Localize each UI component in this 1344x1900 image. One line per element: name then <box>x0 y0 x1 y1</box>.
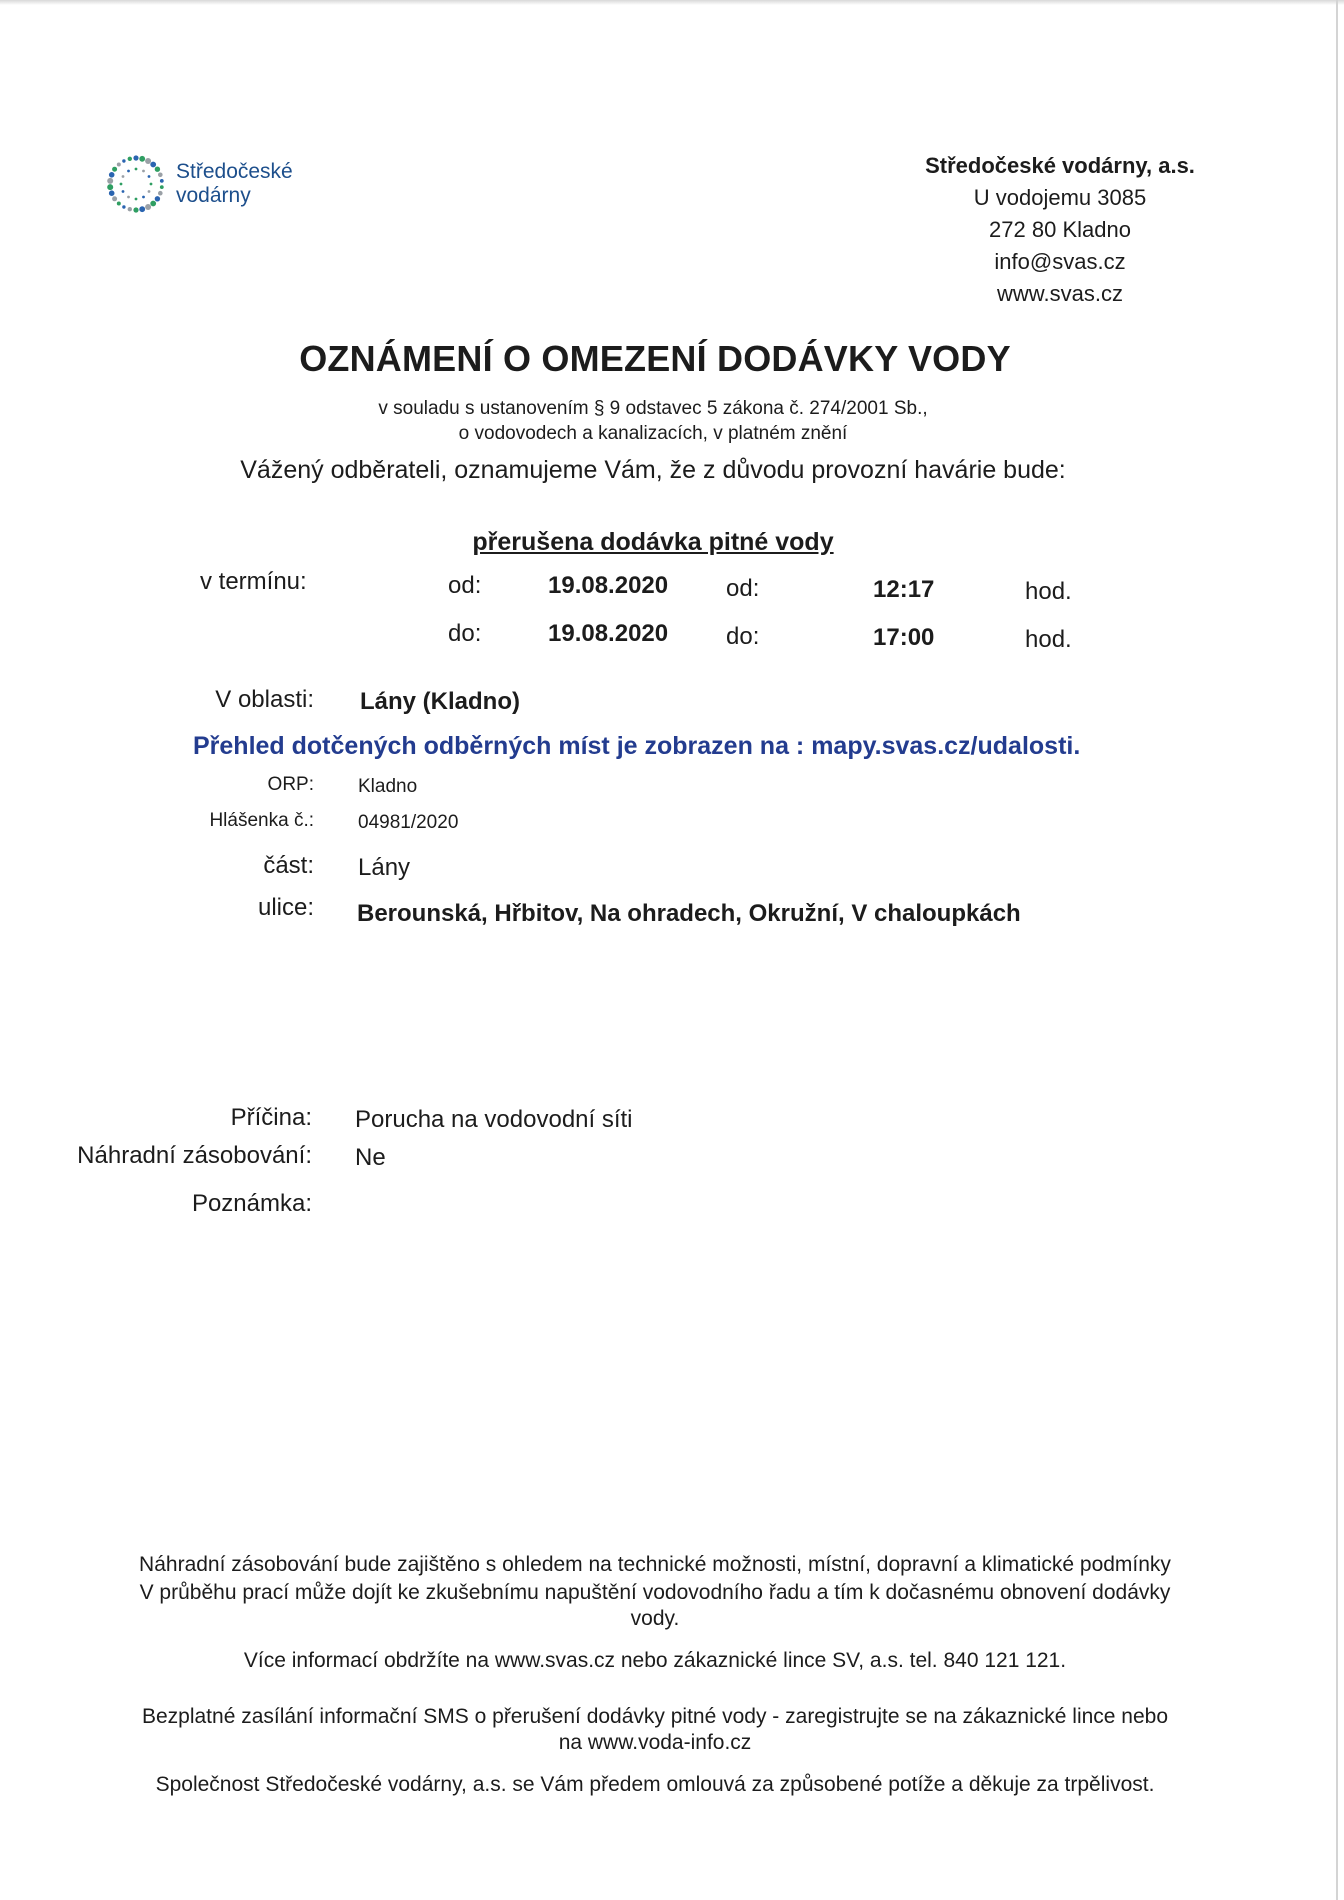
logo-line-2: vodárny <box>176 184 251 207</box>
logo-dot <box>112 196 117 201</box>
footer-sms <box>40 1704 1270 1756</box>
logo-dot <box>122 190 125 193</box>
replacement-label: Náhradní zásobování: <box>77 1142 312 1169</box>
logo-dot <box>109 172 115 178</box>
orp-label: ORP: <box>267 774 314 795</box>
footer-more-info: Více informací obdržíte na www.svas.cz nebo zákaznické lince SV, a.s. tel. 840 121 121. <box>243 1649 1067 1672</box>
logo-dot <box>160 185 164 189</box>
replacement-value: Ne <box>355 1144 386 1171</box>
greeting: Vážený odběrateli, oznamujeme Vám, že z důvodu provozní havárie bude: <box>240 456 1066 484</box>
orp-value: Kladno <box>358 776 418 797</box>
term-from-date: 19.08.2020 <box>548 572 669 599</box>
legal-line-1: v souladu s ustanovením § 9 odstavec 5 zákona č. 274/2001 Sb., <box>378 398 928 419</box>
logo-dot <box>127 196 130 199</box>
term-to-time: 17:00 <box>873 624 935 651</box>
logo-dot <box>120 183 123 186</box>
logo-dot <box>158 191 163 196</box>
company-email: info@svas.cz <box>994 249 1126 274</box>
term-label: v termínu: <box>200 568 307 595</box>
report-value: 04981/2020 <box>358 812 459 833</box>
term-from-time-label: od: <box>726 575 760 602</box>
scan-top-edge <box>0 0 1344 5</box>
logo-dot <box>107 178 113 184</box>
legal-basis <box>0 396 1306 446</box>
logo-dot <box>127 170 130 173</box>
notice-title: OZNÁMENÍ O OMEZENÍ DODÁVKY VODY <box>299 338 1011 379</box>
footer-test-filling-line-2: vody. <box>630 1607 680 1630</box>
logo-dot <box>142 196 145 199</box>
logo-dot <box>139 156 145 162</box>
logo-dot <box>160 179 164 183</box>
logo-dot <box>142 170 145 173</box>
logo-dot <box>109 190 115 196</box>
logo-dot <box>148 190 151 193</box>
logo-dot <box>139 206 145 212</box>
part-value: Lány <box>358 854 411 881</box>
cause-label: Příčina: <box>230 1104 312 1131</box>
logo-dot <box>133 155 138 160</box>
logo-dot <box>128 207 132 211</box>
logo-dot <box>155 167 160 172</box>
area-value: Lány (Kladno) <box>360 688 520 715</box>
logo-dot <box>122 175 125 178</box>
logo-dot <box>122 159 125 162</box>
logo-dot <box>150 183 153 186</box>
legal-line-2: o vodovodech a kanalizacích, v platném znění <box>458 423 848 444</box>
logo-line-1: Středočeské <box>176 160 293 183</box>
term-from-time: 12:17 <box>873 576 935 603</box>
term-unit-2: hod. <box>1025 626 1072 653</box>
term-to-time-label: do: <box>726 623 760 650</box>
streets-label: ulice: <box>257 894 314 921</box>
footer-sms-line-2: na www.voda-info.cz <box>558 1731 752 1754</box>
headline: přerušena dodávka pitné vody <box>472 528 834 556</box>
logo-dot <box>135 168 138 171</box>
term-to-date: 19.08.2020 <box>548 620 669 647</box>
term-from-label: od: <box>448 572 482 599</box>
streets-value: Berounská, Hřbitov, Na ohradech, Okružní, V chaloupkách <box>357 900 1021 927</box>
logo-wordmark <box>176 160 293 208</box>
note-label: Poznámka: <box>191 1190 312 1217</box>
scan-right-edge <box>1336 0 1338 1900</box>
logo-dot <box>145 204 151 210</box>
logo-dot <box>158 173 163 178</box>
overview-link-text: Přehled dotčených odběrných míst je zobrazen na : mapy.svas.cz/udalosti. <box>193 732 1081 760</box>
footer-sms-line-1: Bezplatné zasílání informační SMS o přerušení dodávky pitné vody - zaregistrujte se na zákaznické lince nebo <box>141 1705 1169 1728</box>
company-name: Středočeské vodárny, a.s. <box>925 153 1195 178</box>
company-web: www.svas.cz <box>997 281 1123 306</box>
logo-dot <box>128 157 132 161</box>
term-to-label: do: <box>448 620 482 647</box>
company-city: 272 80 Kladno <box>989 217 1131 242</box>
footer-test-filling <box>40 1580 1270 1632</box>
logo-dot <box>155 196 160 201</box>
logo-dot <box>150 201 156 207</box>
footer-replacement-supply: Náhradní zásobování bude zajištěno s ohledem na technické možnosti, místní, dopravní a klimatické podmínky <box>139 1553 1171 1576</box>
logo-dot <box>112 167 117 172</box>
report-label: Hlášenka č.: <box>209 810 314 831</box>
term-unit-1: hod. <box>1025 578 1072 605</box>
logo-dot <box>135 198 138 201</box>
logo-dot <box>122 205 125 208</box>
logo-dot <box>148 175 151 178</box>
logo-dot <box>117 202 121 206</box>
logo-dot <box>107 184 113 190</box>
footer-test-filling-line-1: V průběhu prací může dojít ke zkušebnímu napuštění vodovodního řadu a tím k dočasnému obnovení dodávky <box>139 1581 1171 1604</box>
logo-dot <box>117 163 121 167</box>
logo-dot <box>145 158 151 164</box>
company-address <box>880 150 1240 310</box>
company-street: U vodojemu 3085 <box>973 185 1147 210</box>
logo-dot <box>150 162 156 168</box>
logo-dot <box>133 207 138 212</box>
footer-apology: Společnost Středočeské vodárny, a.s. se Vám předem omlouvá za způsobené potíže a děkuje za trpělivost. <box>155 1773 1155 1796</box>
part-label: část: <box>263 852 314 879</box>
cause-value: Porucha na vodovodní síti <box>355 1106 633 1133</box>
area-label: V oblasti: <box>215 686 314 713</box>
